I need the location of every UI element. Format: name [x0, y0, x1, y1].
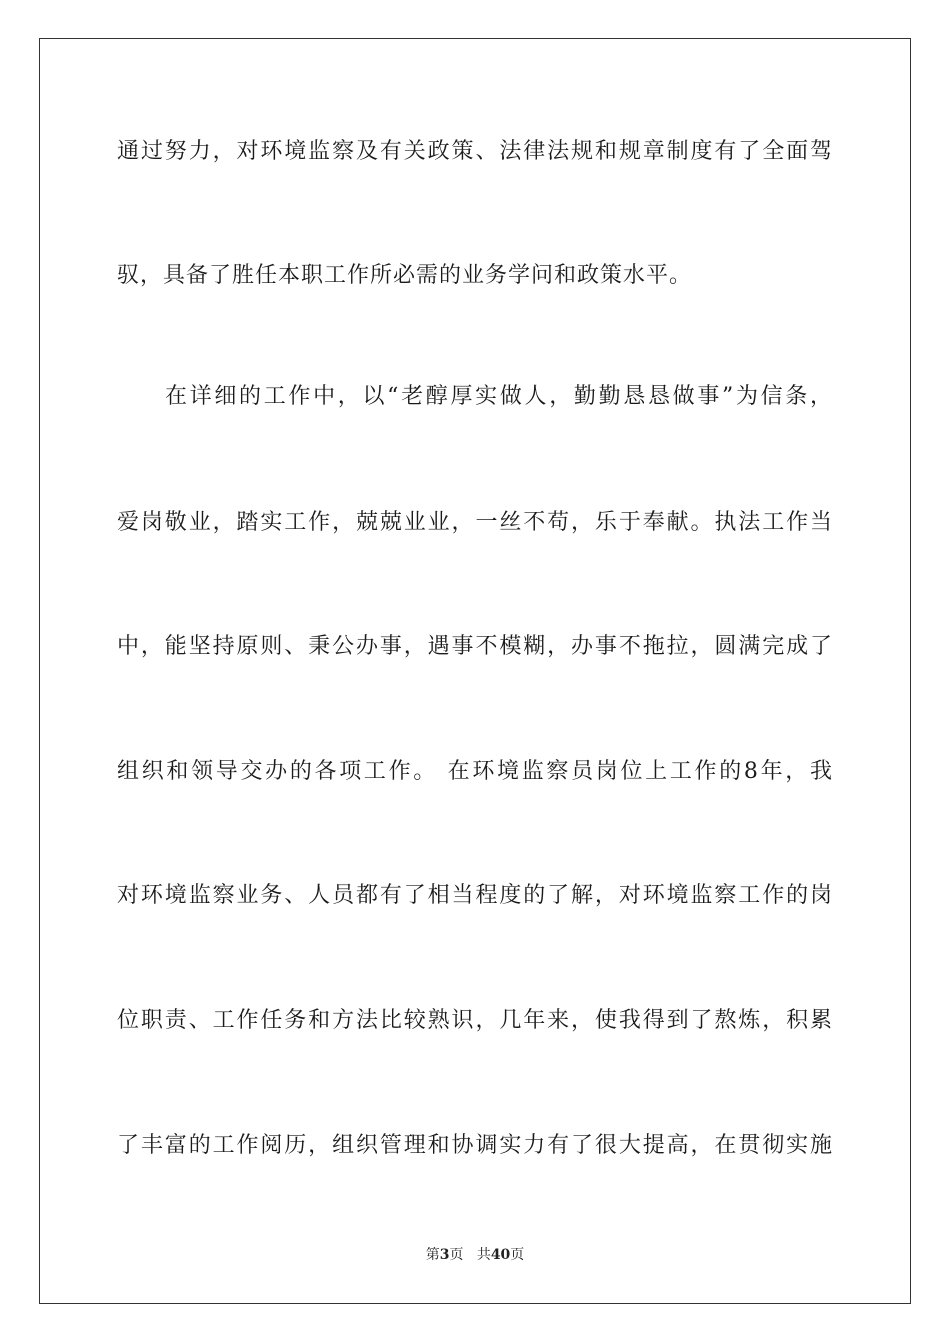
total-label-prefix: 共: [476, 1247, 491, 1263]
body-text-line: 对环境监察业务、人员都有了相当程度的了解，对环境监察工作的岗: [117, 883, 833, 908]
body-text-line: 组织和领导交办的各项工作。 在环境监察员岗位上工作的8年，我: [117, 759, 833, 784]
page-footer: [0, 1245, 950, 1265]
page-border: [39, 38, 911, 1304]
body-text-line: 通过努力，对环境监察及有关政策、法律法规和规章制度有了全面驾: [117, 139, 833, 164]
page-label-suffix: 页: [449, 1247, 464, 1263]
page-label-prefix: 第: [425, 1247, 440, 1263]
page-number: 3: [439, 1247, 450, 1263]
body-text-line: 中，能坚持原则、秉公办事，遇事不模糊，办事不拖拉，圆满完成了: [117, 634, 833, 659]
body-text-line: 爱岗敬业，踏实工作，兢兢业业，一丝不苟，乐于奉献。执法工作当: [117, 510, 833, 535]
body-text-line: 了丰富的工作阅历，组织管理和协调实力有了很大提高，在贯彻实施: [117, 1133, 833, 1158]
total-label-suffix: 页: [510, 1247, 525, 1263]
body-text-line: 在详细的工作中，以“老醇厚实做人，勤勤恳恳做事”为信条，: [165, 384, 833, 409]
body-text-line: 驭，具备了胜任本职工作所必需的业务学问和政策水平。: [117, 263, 693, 288]
body-text-line: 位职责、工作任务和方法比较熟识，几年来，使我得到了熬炼，积累: [117, 1008, 833, 1033]
total-pages: 40: [490, 1247, 511, 1263]
